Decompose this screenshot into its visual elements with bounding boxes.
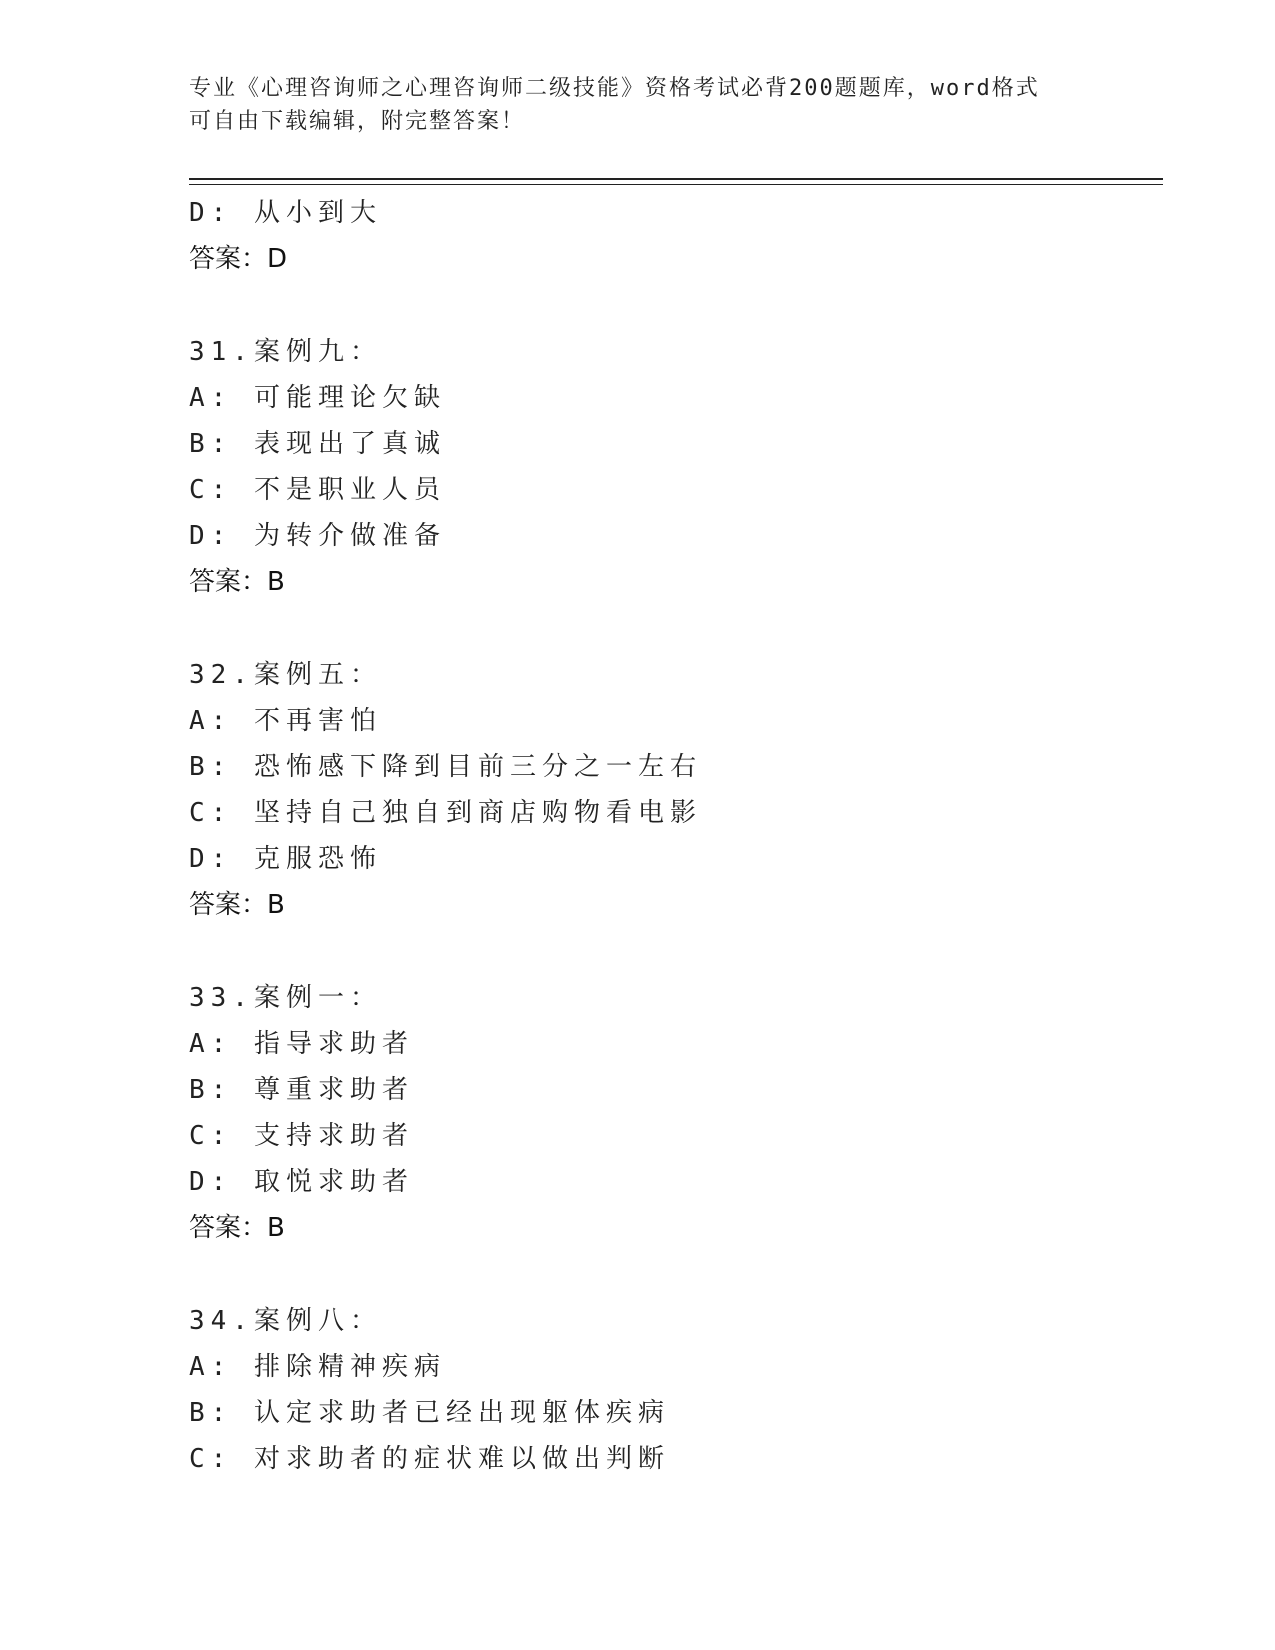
spacer	[189, 1251, 1163, 1298]
answer-line: 答案：D	[189, 244, 288, 274]
answer-line: 答案：B	[189, 1213, 285, 1243]
question-block	[189, 975, 1163, 1251]
option-d: D: 取悦求助者	[189, 1167, 414, 1197]
option-a: A: 指导求助者	[189, 1029, 414, 1059]
document-header	[189, 72, 1089, 138]
option-c: C: 对求助者的症状难以做出判断	[189, 1444, 670, 1474]
option-a: A: 不再害怕	[189, 706, 382, 736]
option-d: D: 为转介做准备	[189, 521, 446, 551]
option-c: C: 不是职业人员	[189, 475, 446, 505]
header-divider-thick	[189, 178, 1163, 180]
option-b: B: 认定求助者已经出现躯体疾病	[189, 1398, 670, 1428]
option-b: B: 表现出了真诚	[189, 429, 446, 459]
option-d: D: 从小到大	[189, 198, 382, 228]
option-b: B: 恐怖感下降到目前三分之一左右	[189, 752, 702, 782]
question-list	[189, 190, 1163, 1482]
question-block	[189, 329, 1163, 605]
header-title-line-2: 可自由下载编辑，附完整答案！	[189, 109, 526, 134]
option-d: D: 克服恐怖	[189, 844, 382, 874]
option-c: C: 坚持自己独自到商店购物看电影	[189, 798, 702, 828]
option-a: A: 排除精神疾病	[189, 1352, 446, 1382]
answer-line: 答案：B	[189, 567, 285, 597]
header-divider-thin	[189, 184, 1163, 185]
question-block	[189, 652, 1163, 928]
answer-line: 答案：B	[189, 890, 285, 920]
spacer	[189, 928, 1163, 975]
option-a: A: 可能理论欠缺	[189, 383, 446, 413]
option-b: B: 尊重求助者	[189, 1075, 414, 1105]
spacer	[189, 282, 1163, 329]
question-title: 31.案例九：	[189, 337, 382, 367]
header-title-line-1: 专业《心理咨询师之心理咨询师二级技能》资格考试必背200题题库，word格式	[189, 76, 1040, 101]
spacer	[189, 605, 1163, 652]
question-block	[189, 1298, 1163, 1482]
question-title: 32.案例五：	[189, 660, 382, 690]
question-title: 34.案例八：	[189, 1306, 382, 1336]
question-title: 33.案例一：	[189, 983, 382, 1013]
option-c: C: 支持求助者	[189, 1121, 414, 1151]
